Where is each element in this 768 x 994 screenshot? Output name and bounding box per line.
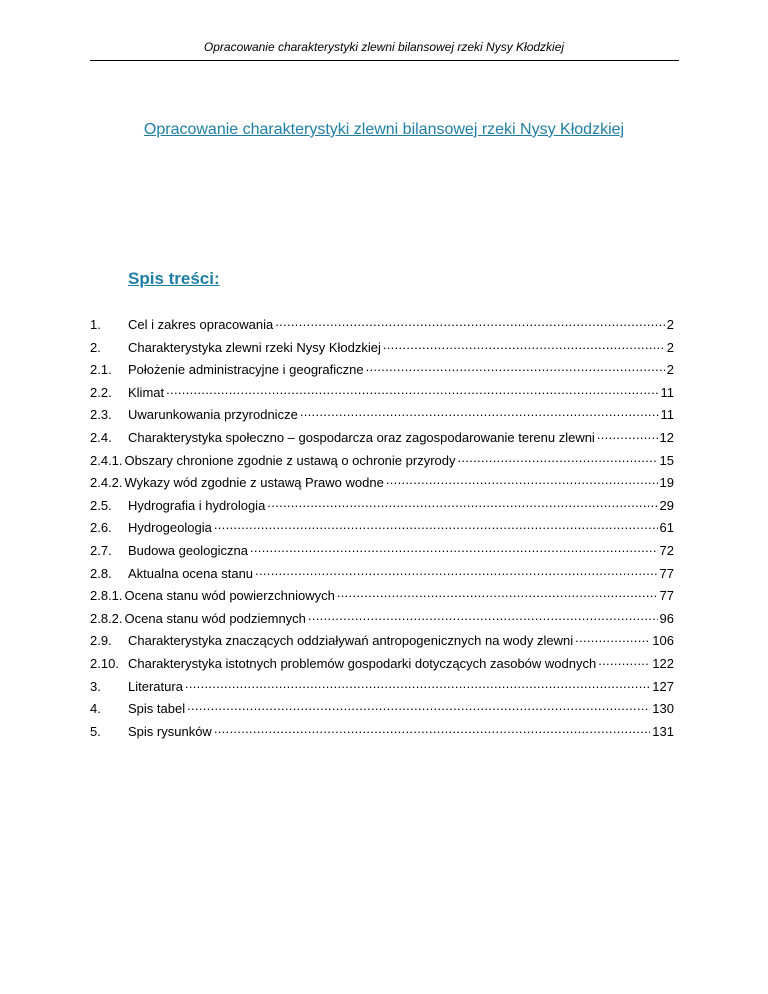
toc-entry-page: 11 [660, 384, 674, 400]
toc-entry-page: 96 [659, 610, 674, 626]
toc-dot-leader [366, 360, 665, 374]
toc-entry-page: 2 [666, 362, 674, 378]
toc-dot-leader [458, 451, 658, 465]
toc-dot-leader [308, 609, 658, 623]
toc-entry-title: Charakterystyka istotnych problemów gospodarki dotyczących zasobów wodnych [128, 655, 597, 671]
toc-entry-page: 29 [659, 497, 674, 513]
toc-entry[interactable] [90, 315, 674, 338]
toc-entry[interactable] [90, 699, 674, 722]
toc-entry[interactable] [90, 541, 674, 564]
toc-entry-page: 61 [659, 520, 674, 536]
toc-entry-number: 2.1. [90, 362, 112, 378]
toc-dot-leader [383, 338, 665, 352]
toc-entry-page: 77 [659, 588, 674, 604]
toc-entry[interactable] [90, 405, 674, 428]
toc-entry[interactable] [90, 360, 674, 383]
toc-dot-leader [250, 541, 658, 555]
toc-entry[interactable] [90, 609, 674, 632]
toc-entry-page: 11 [660, 407, 674, 423]
toc-entry-number: 3. [90, 678, 101, 694]
toc-dot-leader [275, 315, 665, 329]
toc-dot-leader [166, 383, 658, 397]
toc-entry-title: Wykazy wód zgodnie z ustawą Prawo wodne [124, 475, 384, 491]
toc-entry-title: Uwarunkowania przyrodnicze [128, 407, 298, 423]
header-divider [90, 60, 679, 61]
toc-dot-leader [575, 631, 650, 645]
toc-entry-page: 2 [666, 339, 674, 355]
toc-entry-number: 2.7. [90, 542, 112, 558]
toc-dot-leader [597, 428, 658, 442]
toc-entry[interactable] [90, 451, 674, 474]
toc-entry-page: 72 [659, 542, 674, 558]
toc-entry-page: 15 [659, 452, 674, 468]
toc-entry-number: 2. [90, 339, 101, 355]
toc-dot-leader [267, 496, 657, 510]
toc-entry-number: 2.5. [90, 497, 112, 513]
toc-entry-page: 106 [652, 633, 674, 649]
toc-dot-leader [187, 699, 650, 713]
toc-entry[interactable] [90, 473, 674, 496]
toc-entry-number: 2.4. [90, 429, 112, 445]
toc-entry[interactable] [90, 428, 674, 451]
toc-entry-title: Aktualna ocena stanu [128, 565, 254, 581]
toc-entry-number: 2.9. [90, 633, 112, 649]
toc-entry-title: Klimat [128, 384, 165, 400]
toc-entry[interactable] [90, 722, 674, 745]
toc-entry-title: Charakterystyka znaczących oddziaływań antropogenicznych na wody zlewni [128, 633, 574, 649]
toc-entry-number: 2.6. [90, 520, 112, 536]
toc-entry-title: Spis tabel [128, 701, 186, 717]
toc-entry-number: 2.4.2. [90, 475, 123, 491]
toc-entry-title: Ocena stanu wód podziemnych [124, 610, 306, 626]
toc-entry-title: Spis rysunków [128, 723, 212, 739]
toc-dot-leader [337, 586, 658, 600]
toc-entry-title: Cel i zakres opracowania [128, 317, 274, 332]
toc-entry-title: Charakterystyka zlewni rzeki Nysy Kłodzkiej [128, 339, 381, 355]
toc-entry-number: 1. [90, 317, 101, 332]
toc-dot-leader [598, 654, 650, 668]
toc-dot-leader [300, 405, 659, 419]
toc-entry-number: 2.10. [90, 655, 119, 671]
toc-entry-number: 2.8.2. [90, 610, 123, 626]
toc-entry-title: Położenie administracyjne i geograficzne [128, 362, 364, 378]
toc-entry-page: 2 [666, 317, 674, 332]
toc-dot-leader [255, 564, 657, 578]
toc-dot-leader [214, 518, 658, 532]
table-of-contents [90, 315, 674, 744]
toc-entry-page: 131 [652, 723, 674, 739]
toc-entry[interactable] [90, 383, 674, 406]
toc-dot-leader [386, 473, 658, 487]
toc-entry[interactable] [90, 631, 674, 654]
toc-entry-number: 2.8.1. [90, 588, 123, 604]
toc-heading: Spis treści: [128, 269, 220, 288]
toc-entry[interactable] [90, 338, 674, 361]
toc-entry-number: 2.3. [90, 407, 112, 423]
toc-entry-page: 12 [659, 429, 674, 445]
toc-entry[interactable] [90, 677, 674, 700]
toc-entry-page: 130 [652, 701, 674, 717]
toc-entry[interactable] [90, 654, 674, 677]
toc-entry[interactable] [90, 586, 674, 609]
toc-entry-title: Budowa geologiczna [128, 542, 248, 558]
toc-entry-title: Charakterystyka społeczno – gospodarcza oraz zagospodarowanie terenu zlewni [128, 429, 595, 445]
running-header: Opracowanie charakterystyki zlewni bilansowej rzeki Nysy Kłodzkiej [203, 40, 565, 54]
toc-entry-title: Hydrografia i hydrologia [128, 497, 266, 513]
toc-entry-title: Hydrogeologia [128, 520, 212, 536]
toc-entry-page: 19 [659, 475, 674, 491]
toc-entry-number: 2.2. [90, 384, 112, 400]
toc-entry[interactable] [90, 564, 674, 587]
toc-entry-title: Literatura [128, 678, 183, 694]
toc-entry-page: 77 [659, 565, 674, 581]
toc-dot-leader [185, 677, 650, 691]
document-title: Opracowanie charakterystyki zlewni bilansowej rzeki Nysy Kłodzkiej [143, 121, 625, 138]
toc-entry[interactable] [90, 496, 674, 519]
toc-entry-number: 5. [90, 723, 101, 739]
toc-dot-leader [214, 722, 650, 736]
toc-entry-page: 127 [652, 678, 674, 694]
toc-entry[interactable] [90, 518, 674, 541]
toc-entry-title: Ocena stanu wód powierzchniowych [124, 588, 335, 604]
toc-entry-number: 2.8. [90, 565, 112, 581]
toc-entry-number: 4. [90, 701, 101, 717]
toc-entry-title: Obszary chronione zgodnie z ustawą o ochronie przyrody [124, 452, 456, 468]
toc-entry-number: 2.4.1. [90, 452, 123, 468]
toc-entry-page: 122 [652, 655, 674, 671]
